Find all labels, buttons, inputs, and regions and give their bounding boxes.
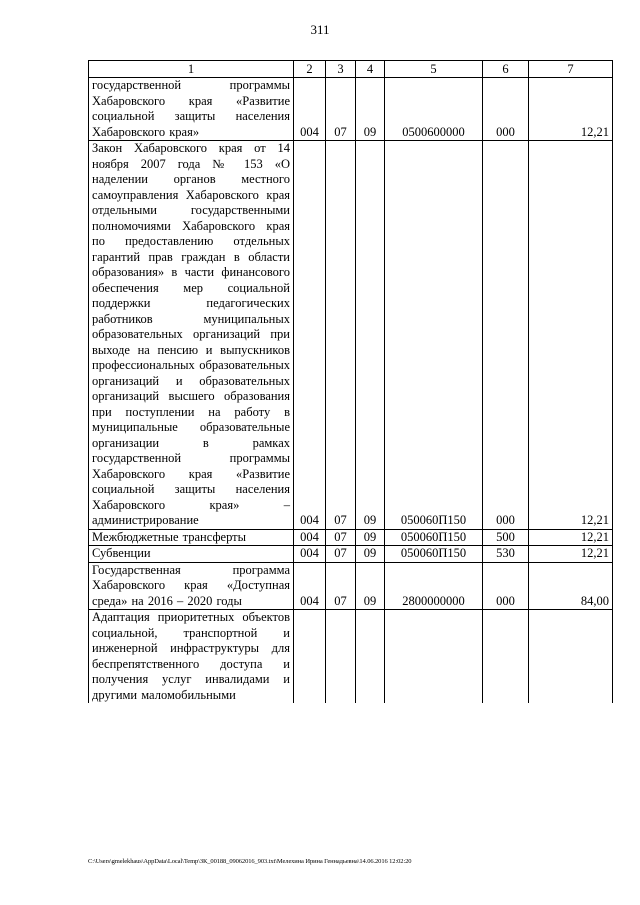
amount-cell <box>529 610 613 704</box>
table-row <box>89 546 613 563</box>
column-header-6: 6 <box>483 61 529 78</box>
amount-cell: 12,21 <box>529 529 613 546</box>
section-code-cell: 07 <box>326 78 356 141</box>
footer-file-path: C:\Users\gmelekhaus\AppData\Local\Temp\ЗК_00188_09062016_903.txt\Мелехина Ирина Геннадьевна\14.06.2016 12:02:20 <box>88 858 412 865</box>
page-number: 311 <box>310 22 330 37</box>
table-header-row <box>89 61 613 78</box>
ministry-code-cell: 004 <box>294 546 326 563</box>
table-row <box>89 78 613 141</box>
row-name-cell: Межбюджетные трансферты <box>89 529 294 546</box>
section-code-cell: 07 <box>326 546 356 563</box>
column-header-2: 2 <box>294 61 326 78</box>
target-article-cell: 0500600000 <box>385 78 483 141</box>
row-name-cell: Закон Хабаровского края от 14 ноября 2007 года № 153 «О наделении органов местного самоуправления Хабаровского края отдельными государственными полномочиями Хабаровского края по предоставлению отдельных гарантий прав граждан в области образования» в части финансового обеспечения мер социальной поддержки педагогических работников муниципальных образовательных организаций при выходе на пенсию и выпускников профессиональных образовательных организаций и образовательных организаций высшего образования при поступлении на работу в муниципальные образовательные организации в рамках государственной программы Хабаровского края «Развитие социальной защиты населения Хабаровского края» – администрирование <box>89 141 294 530</box>
section-code-cell: 07 <box>326 562 356 610</box>
target-article-cell: 2800000000 <box>385 562 483 610</box>
section-code-cell: 07 <box>326 141 356 530</box>
amount-cell: 12,21 <box>529 78 613 141</box>
row-name-cell: Государственная программа Хабаровского края «Доступная среда» на 2016 – 2020 годы <box>89 562 294 610</box>
ministry-code-cell <box>294 610 326 704</box>
amount-cell: 12,21 <box>529 546 613 563</box>
amount-cell: 84,00 <box>529 562 613 610</box>
row-name-cell: Адаптация приоритетных объектов социальной, транспортной и инженерной инфраструктуры для беспрепятственного доступа и получения услуг инвалидами и другими маломобильными <box>89 610 294 704</box>
table-row <box>89 529 613 546</box>
row-name-cell: Субвенции <box>89 546 294 563</box>
expense-type-cell: 000 <box>483 78 529 141</box>
ministry-code-cell: 004 <box>294 141 326 530</box>
row-name-cell: государственной программы Хабаровского края «Развитие социальной защиты населения Хабаровского края» <box>89 78 294 141</box>
subsection-code-cell: 09 <box>356 141 385 530</box>
expense-type-cell <box>483 610 529 704</box>
table-row <box>89 610 613 704</box>
ministry-code-cell: 004 <box>294 78 326 141</box>
section-code-cell <box>326 610 356 704</box>
column-header-3: 3 <box>326 61 356 78</box>
target-article-cell: 050060П150 <box>385 546 483 563</box>
expense-type-cell: 500 <box>483 529 529 546</box>
subsection-code-cell <box>356 610 385 704</box>
ministry-code-cell: 004 <box>294 562 326 610</box>
target-article-cell: 050060П150 <box>385 529 483 546</box>
ministry-code-cell: 004 <box>294 529 326 546</box>
column-header-5: 5 <box>385 61 483 78</box>
amount-cell: 12,21 <box>529 141 613 530</box>
table-row <box>89 141 613 530</box>
subsection-code-cell: 09 <box>356 78 385 141</box>
column-header-1: 1 <box>89 61 294 78</box>
table-row <box>89 562 613 610</box>
column-header-4: 4 <box>356 61 385 78</box>
target-article-cell: 050060П150 <box>385 141 483 530</box>
subsection-code-cell: 09 <box>356 562 385 610</box>
column-header-7: 7 <box>529 61 613 78</box>
expense-type-cell: 000 <box>483 562 529 610</box>
subsection-code-cell: 09 <box>356 529 385 546</box>
target-article-cell <box>385 610 483 704</box>
expense-type-cell: 000 <box>483 141 529 530</box>
budget-table <box>88 60 613 703</box>
section-code-cell: 07 <box>326 529 356 546</box>
subsection-code-cell: 09 <box>356 546 385 563</box>
expense-type-cell: 530 <box>483 546 529 563</box>
